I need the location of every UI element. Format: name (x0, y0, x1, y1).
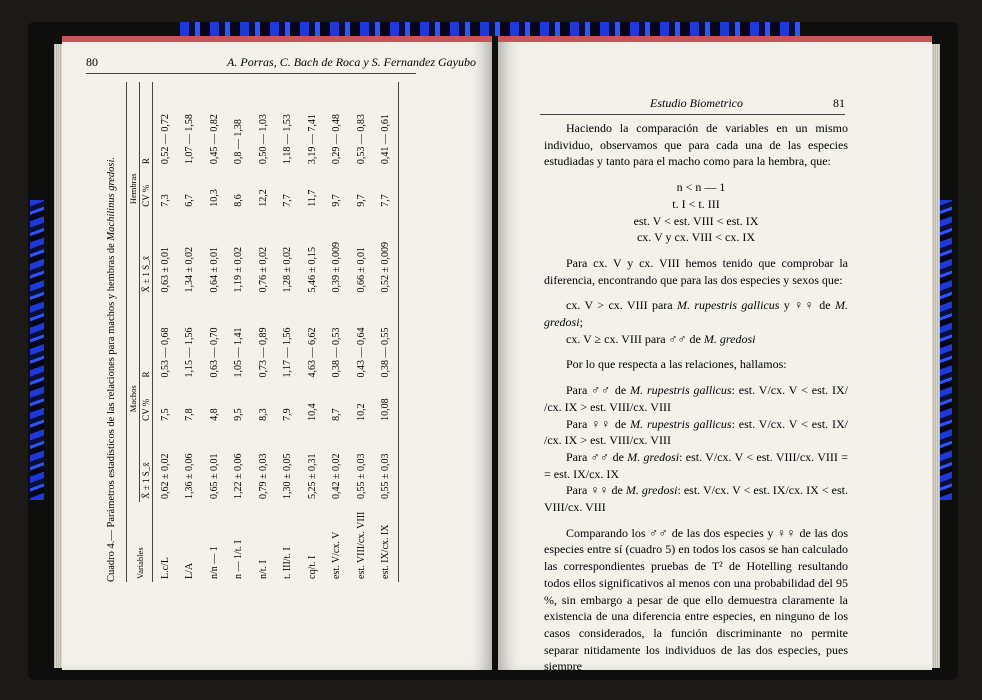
table-cell-f-r: 0,50 — 1,03 (257, 114, 269, 165)
header-mean: X̄ ± 1 S_x̄ (140, 424, 153, 502)
table-cell-f-mean: 0,63 ± 0,01 (159, 247, 171, 293)
table-cell-f-mean: 0,39 ± 0,009 (331, 242, 343, 293)
table-cell-m-mean: 0,55 ± 0,03 (380, 453, 392, 499)
equation-4: cx. V y cx. VIII < cx. IX (636, 230, 756, 245)
table-cell-m-cv: 7,8 (184, 408, 196, 421)
table-cell-m-mean: 0,65 ± 0,01 (208, 453, 220, 499)
table-cell-f-cv: 9,7 (355, 194, 367, 207)
equation-1: n < n — 1 (676, 180, 726, 195)
table-cell-m-r: 1,05 — 1,41 (233, 327, 245, 378)
table-cell-m-cv: 7,5 (159, 408, 171, 421)
red-top-edge-left (62, 36, 492, 42)
table-cell-f-r: 0,29 — 0,48 (331, 114, 343, 165)
table-row (202, 82, 227, 582)
table-cell-f-cv: 6,7 (184, 194, 196, 207)
table-cell-m-cv: 9,5 (233, 408, 245, 421)
table-row (153, 82, 178, 582)
table-cell-m-cv: 4,8 (208, 408, 220, 421)
header-r: R (140, 82, 153, 167)
table-cell-f-r: 1,18 — 1,53 (282, 114, 294, 165)
table-cell-m-cv: 10,4 (306, 403, 318, 421)
table-cell-m-mean: 1,36 ± 0,06 (184, 453, 196, 499)
table-cell-m-cv: 8,3 (257, 408, 269, 421)
table-cell-m-cv: 10,2 (355, 403, 367, 421)
table-cell-f-mean: 0,76 ± 0,02 (257, 247, 269, 293)
relation-1: Para ♂♂ de M. rupestris gallicus: est. V/cx. V < est. IX/ /cx. IX > est. VIII/cx. VIII (544, 383, 848, 414)
table-cell-m-cv: 10,08 (380, 398, 392, 421)
paragraph-2: Para cx. V y cx. VIII hemos tenido que comprobar la diferencia, encontrando que para las dos especies y sexos que: (544, 255, 848, 287)
relation-3: Para ♂♂ de M. gredosi: est. V/cx. V < est. VIII/cx. VIII = = est. IX/cx. IX (544, 449, 848, 481)
table-cell-var: est. V/cx. V (331, 531, 343, 579)
table-cell-f-r: 0,45 — 0,82 (208, 114, 220, 165)
table-row (251, 82, 276, 582)
header-variables: Variables (127, 502, 153, 582)
table-cell-f-r: 1,07 — 1,58 (184, 114, 196, 165)
table-row (178, 82, 203, 582)
right-title: Estudio Biometrico (650, 96, 743, 110)
table-cell-m-mean: 1,22 ± 0,06 (233, 453, 245, 499)
equation-2: t. I < t. III (672, 196, 720, 211)
table-cell-m-cv: 7,9 (282, 408, 294, 421)
table-cell-var: n — 1/t. I (233, 540, 245, 579)
marbled-edge-left (30, 200, 44, 500)
header-cv: CV % (140, 167, 153, 210)
table-cell-f-cv: 7,7 (282, 194, 294, 207)
table-cell-m-r: 4,63 — 6,62 (306, 327, 318, 378)
right-header-rule (540, 114, 845, 115)
table-cell-f-r: 0,41 — 0,61 (380, 114, 392, 165)
table-row (374, 82, 399, 582)
table-cell-m-r: 0,43 — 0,64 (355, 327, 367, 378)
table-cell-f-cv: 10,3 (208, 189, 220, 207)
marbled-edge-right (938, 200, 952, 500)
table-cell-f-r: 0,52 — 0,72 (159, 114, 171, 165)
page-stack-left (54, 44, 62, 668)
comparison-2: cx. V ≥ cx. VIII para ♂♂ de M. gredosi (566, 331, 756, 346)
marbled-edge-top (180, 22, 800, 36)
header-cv: CV % (140, 381, 153, 424)
table-cell-m-r: 1,17 — 1,56 (282, 327, 294, 378)
table-cell-m-mean: 0,79 ± 0,03 (257, 453, 269, 499)
paragraph-4: Comparando los ♂♂ de las dos especies y ♀♀ de las dos especies entre sí (cuadro 5) en todos los casos se han calculado las correspondientes pruebas de T² de Hotelling resultando todos ellos significativos al menos con una probabilidad del 95 %, sin embargo a pesar de que ello demuestra claramente la existencia de una diferencia entre especies, en ninguno de los casos considerados, la función discriminante no permite separar nitidamente los individuos de las dos especies, pues siempre (544, 525, 848, 674)
paragraph-1: Haciendo la comparación de variables en un mismo individuo, observamos que para cada una de las especies estudiadas y tanto para el macho como para la hembra, que: (544, 121, 848, 169)
header-males: Machos (127, 296, 140, 502)
right-page-number: 81 (833, 96, 845, 110)
table-cell-m-mean: 0,55 ± 0,03 (355, 453, 367, 499)
table-cell-f-mean: 5,46 ± 0,15 (306, 247, 318, 293)
equation-3: est. V < est. VIII < est. IX (633, 213, 759, 228)
rotated-table (106, 82, 392, 582)
table-cell-m-r: 0,38 — 0,55 (380, 327, 392, 378)
relation-2: Para ♀♀ de M. rupestris gallicus: est. V/cx. V < est. IX/ /cx. IX > est. VIII/cx. VIII (544, 416, 848, 448)
header-females: Hembras (127, 82, 140, 296)
table-row (227, 82, 252, 582)
caption-species: Machilinus gredosi. (106, 156, 117, 241)
table-cell-f-cv: 11,7 (306, 189, 318, 207)
table-cell-var: n/n — 1 (208, 546, 220, 579)
table-cell-var: est. VIII/cx. VIII (355, 511, 367, 579)
table-cell-m-r: 0,63 — 0,70 (208, 327, 220, 378)
table-cell-f-cv: 12,2 (257, 189, 269, 207)
header-mean: X̄ ± 1 S_x̄ (140, 210, 153, 296)
left-running-head (86, 55, 476, 70)
table-row (325, 82, 350, 582)
table-cell-m-cv: 8,7 (331, 408, 343, 421)
table-cell-f-mean: 1,19 ± 0,02 (233, 247, 245, 293)
table-cell-f-r: 0,8 — 1,38 (233, 119, 245, 165)
table-cell-m-mean: 1,30 ± 0,05 (282, 453, 294, 499)
table-cell-f-mean: 0,66 ± 0,01 (355, 247, 367, 293)
table-cell-m-r: 0,73 — 0,89 (257, 327, 269, 378)
table-cell-var: t. III/t. I (282, 547, 294, 579)
table-row (349, 82, 374, 582)
comparison-1: cx. V > cx. VIII para M. rupestris gallicus y ♀♀ de M. gredosi; (544, 298, 848, 330)
table-cell-var: L.c/L (159, 557, 171, 579)
table-cell-f-r: 0,53 — 0,83 (355, 114, 367, 165)
header-r: R (140, 296, 153, 381)
table-cell-m-mean: 0,42 ± 0,02 (331, 453, 343, 499)
table-cell-m-mean: 0,62 ± 0,02 (159, 453, 171, 499)
paragraph-3: Por lo que respecta a las relaciones, hallamos: (566, 357, 787, 372)
table-cell-f-mean: 1,34 ± 0,02 (184, 247, 196, 293)
relation-4: Para ♀♀ de M. gredosi: est. V/cx. V < est. IX/cx. IX < est. VIII/cx. VIII (544, 483, 848, 515)
table-cell-m-r: 0,53 — 0,68 (159, 327, 171, 378)
table-cell-var: est. IX/cx. IX (380, 524, 392, 579)
table-row (276, 82, 301, 582)
table-cell-m-r: 0,38 — 0,53 (331, 327, 343, 378)
table-cell-f-r: 3,19 — 7,41 (306, 114, 318, 165)
table-caption: Cuadro 4.— Parámetros estadísticos de las relaciones para machos y hembras de Machilinus gredosi. (106, 156, 117, 582)
table-row (300, 82, 325, 582)
left-page-number: 80 (86, 55, 98, 69)
table-cell-f-cv: 9,7 (331, 194, 343, 207)
table-cell-f-cv: 8,6 (233, 194, 245, 207)
page-stack-right (932, 44, 940, 668)
table-cell-m-mean: 5,25 ± 0,31 (306, 453, 318, 499)
table-cell-var: n/t. I (257, 560, 269, 579)
table-cell-var: L/A (184, 562, 196, 579)
table-cell-var: cq/t. I (306, 555, 318, 579)
table-cell-f-mean: 0,64 ± 0,01 (208, 247, 220, 293)
left-authors: A. Porras, C. Bach de Roca y S. Fernandez Gayubo (227, 55, 476, 69)
table-cell-m-r: 1,15 — 1,56 (184, 327, 196, 378)
table-cell-f-mean: 0,52 ± 0,009 (380, 242, 392, 293)
table-area (106, 76, 462, 666)
table-cell-f-mean: 1,28 ± 0,02 (282, 247, 294, 293)
table-cell-f-cv: 7,7 (380, 194, 392, 207)
data-table (126, 82, 399, 582)
left-header-rule (86, 73, 416, 74)
table-cell-f-cv: 7,3 (159, 194, 171, 207)
red-top-edge-right (498, 36, 932, 42)
right-body-text (544, 120, 848, 675)
